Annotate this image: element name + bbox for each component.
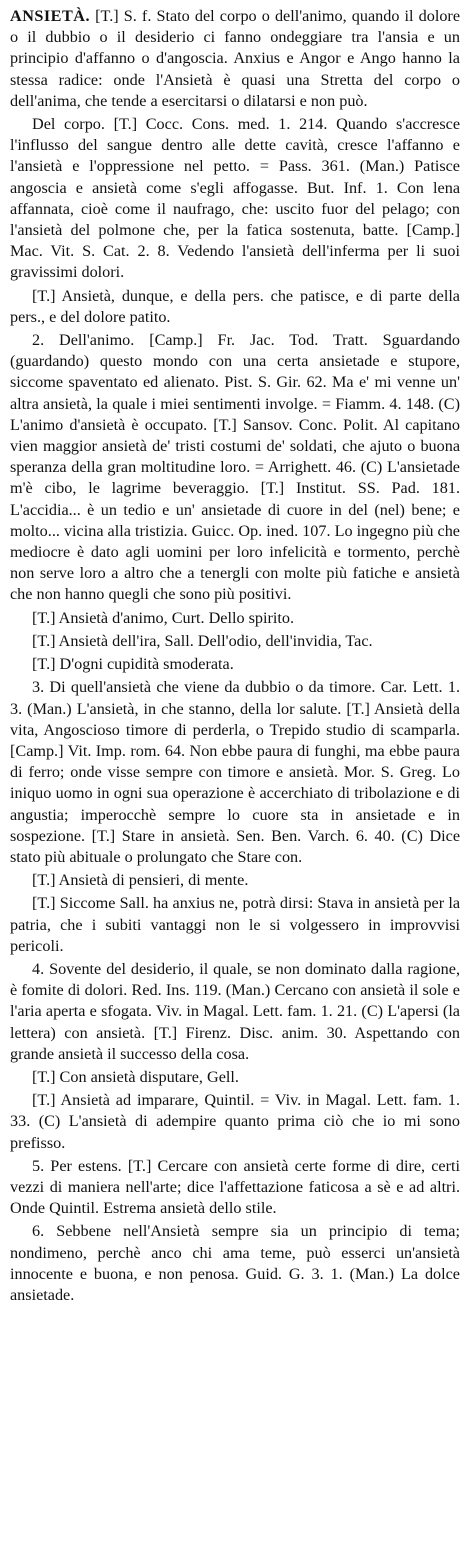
paragraph-pensieri: [T.] Ansietà di pensieri, di mente.	[32, 871, 249, 890]
entry-intro	[10, 6, 460, 112]
paragraph-imparare: [T.] Ansietà ad imparare, Quintil. = Viv. in Magal. Lett. fam. 1. 33. (C) L'ansietà di adempire quanto prima ciò che io mi sono prefisso.	[10, 1091, 460, 1152]
paragraph-sallustio: [T.] Siccome Sall. ha anxius ne, potrà dirsi: Stava in ansietà per la patria, che i subiti vantaggi non le si volgessero in improvvisi pericoli.	[10, 894, 460, 955]
paragraph-sense-6: 6. Sebbene nell'Ansietà sempre sia un principio di tema; nondimeno, perchè anco chi ama teme, può esserci un'ansietà innocente e buona, e non penosa. Guid. G. 3. 1. (Man.) La dolce ansietade.	[10, 1222, 460, 1304]
paragraph-ansieta-ira: [T.] Ansietà dell'ira, Sall. Dell'odio, dell'invidia, Tac.	[32, 631, 373, 650]
paragraph-note-pers: [T.] Ansietà, dunque, e della pers. che patisce, e di parte della pers., e del dolore patito.	[10, 286, 460, 326]
paragraph-sense-5: 5. Per estens. [T.] Cercare con ansietà certe forme di dire, certi vezzi di maniera nell'arte; dice l'affettazione faticosa a sè e ad altri. Onde Quintil. Estrema ansietà dello stile.	[10, 1156, 460, 1218]
headword: ANSIETÀ.	[10, 7, 91, 25]
paragraph-sense-4: 4. Sovente del desiderio, il quale, se non dominato dalla ragione, è fomite di dolori. Red. Ins. 119. (Man.) Cercano con ansietà il sole e l'aria aperta e sfogata. Viv. in Magal. Lett. fam. 1. 21. (C) L'apersi (la lettera) con ansietà. [T.] Firenz. Disc. anim. 30. Aspettando con grande ansietà il successo della cosa.	[10, 959, 460, 1063]
paragraph-sense-3: 3. Di quell'ansietà che viene da dubbio o da timore. Car. Lett. 1. 3. (Man.) L'ansietà, in che stanno, della lor salute. [T.] Ansietà della vita, Angoscioso timore di perderla, o Trepido studio di scamparla. [Camp.] Vit. Imp. rom. 64. Non ebbe paura di funghi, ma ebbe paura di ferro; onde visse sempre con timore e ansietà. Mor. S. Greg. Lo iniquo uomo in ogni sua operazione è accerchiato di tribolazione e di angustia; imperocchè sempre lo cuore sta in ansietade e in sospezione. [T.] Stare in ansietà. Sen. Ben. Varch. 6. 40. (C) Dice stato più abituale o prolungato che Stare con.	[10, 678, 460, 866]
paragraph-del-corpo: Del corpo. [T.] Cocc. Cons. med. 1. 214. Quando s'accresce l'influsso del sangue dentro alle dette cavità, cresce l'affanno e l'ansietà e l'oppressione nel petto. = Pass. 361. (Man.) Patisce angoscia e ansietà come s'egli affogasse. But. Inf. 1. Con lena affannata, cioè come il naufrago, che: uscito fuor del pelago; con l'ansietà del polmone che, per la fatica sostenuta, batte. [Camp.] Mac. Vit. S. Cat. 2. 8. Vedendo l'ansietà dell'inferma per li suoi gravissimi dolori.	[10, 115, 460, 282]
paragraph-cupidita: [T.] D'ogni cupidità smoderata.	[32, 655, 234, 674]
paragraph-disputare: [T.] Con ansietà disputare, Gell.	[32, 1067, 239, 1086]
paragraph-sense-2: 2. Dell'animo. [Camp.] Fr. Jac. Tod. Tratt. Sguardando (guardando) questo mondo con una certa ansietade e stupore, siccome spaventato ed alienato. Pist. S. Gir. 62. Ma e' mi venne un' altra ansietà, la quale i miei sentimenti involge. = Fiamm. 4. 148. (C) L'animo d'ansietà è occupato. [T.] Sansov. Conc. Polit. Al capitano vien maggior ansietà de' tristi costumi de' soldati, che ajuto o buona speranza della gran moltitudine loro. = Arrighett. 46. (C) L'ansietade m'è cibo, le lagrime beveraggio. [T.] Institut. SS. Pad. 181. L'accidia... è un tedio e un' ansietade di cuore in del (nel) bene; e molto... vicina alla tristizia. Guicc. Op. ined. 107. Lo ingegno più che mediocre è dato agli uomini per loro infelicità e tormento, perchè non serve loro a altro che a tenergli con molte più fatiche e ansietà che non hanno quegli che sono più positivi.	[10, 331, 460, 604]
paragraph-ansieta-animo: [T.] Ansietà d'animo, Curt. Dello spirito.	[32, 608, 295, 627]
paragraph-definition: [T.] S. f. Stato del corpo o dell'animo, quando il dolore o il dubbio o il desiderio ci fanno ondeggiare tra l'ansia e un principio d'affanno o d'angoscia. Anxius e Angor e Ango hanno la stessa radice: onde l'Ansietà è quasi una Stretta del corpo o dell'anima, che tende a esercitarsi o dilatarsi e non può.	[10, 7, 461, 110]
